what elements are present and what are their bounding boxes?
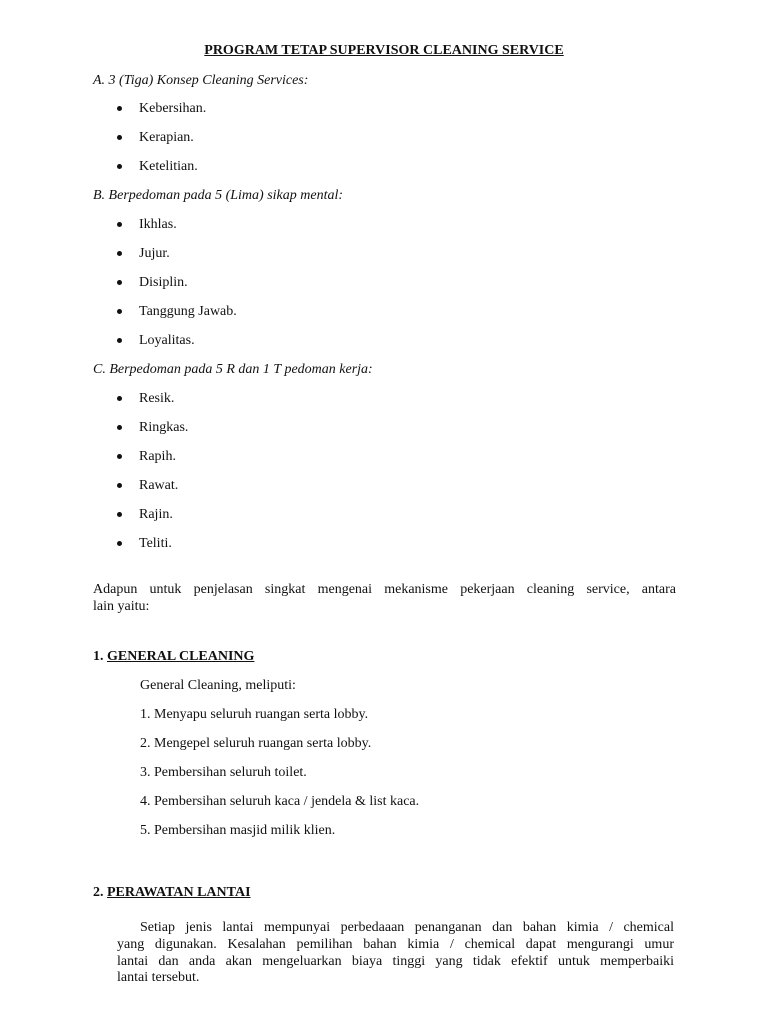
list-item: Ketelitian. — [139, 159, 198, 174]
section-title: GENERAL CLEANING — [107, 649, 255, 664]
numbered-item: 4. Pembersihan seluruh kaca / jendela & list kaca. — [140, 794, 420, 809]
numbered-item: 2. Mengepel seluruh ruangan serta lobby. — [140, 736, 372, 751]
bullet-icon — [117, 222, 122, 227]
section-heading-perawatan-lantai — [93, 886, 251, 900]
section-number: 2. — [93, 885, 104, 900]
intro-paragraph-line: Adapun untuk penjelasan singkat mengenai mekanisme pekerjaan cleaning service, antara — [93, 582, 676, 597]
numbered-item: 3. Pembersihan seluruh toilet. — [140, 765, 307, 780]
paragraph-line: yang digunakan. Kesalahan pemilihan bahan kimia / chemical dapat mengurangi umur — [117, 937, 674, 952]
paragraph-line: lantai tersebut. — [117, 970, 200, 985]
bullet-icon — [117, 541, 122, 546]
list-item: Resik. — [139, 391, 175, 406]
list-item: Rawat. — [139, 478, 179, 493]
bullet-icon — [117, 483, 122, 488]
bullet-icon — [117, 280, 122, 285]
list-item: Tanggung Jawab. — [139, 304, 237, 319]
list-item: Disiplin. — [139, 275, 188, 290]
paragraph-line: lantai dan anda akan mengeluarkan biaya tinggi yang tidak efektif untuk memperbaiki — [117, 954, 674, 969]
bullet-icon — [117, 135, 122, 140]
list-item: Rapih. — [139, 449, 176, 464]
section-number: 1. — [93, 649, 104, 664]
list-item: Loyalitas. — [139, 333, 195, 348]
bullet-icon — [117, 338, 122, 343]
bullet-icon — [117, 454, 122, 459]
list-item: Kebersihan. — [139, 101, 207, 116]
section-c-heading: C. Berpedoman pada 5 R dan 1 T pedoman kerja: — [93, 362, 373, 377]
bullet-icon — [117, 396, 122, 401]
bullet-icon — [117, 512, 122, 517]
intro-paragraph-line: lain yaitu: — [93, 599, 150, 614]
list-item: Kerapian. — [139, 130, 194, 145]
section-b-heading: B. Berpedoman pada 5 (Lima) sikap mental: — [93, 188, 344, 203]
bullet-icon — [117, 106, 122, 111]
bullet-icon — [117, 164, 122, 169]
document-title: PROGRAM TETAP SUPERVISOR CLEANING SERVICE — [204, 43, 564, 58]
section-a-heading: A. 3 (Tiga) Konsep Cleaning Services: — [93, 73, 309, 88]
list-item: Jujur. — [139, 246, 170, 261]
paragraph-line: Setiap jenis lantai mempunyai perbedaaan penanganan dan bahan kimia / chemical — [140, 920, 674, 935]
numbered-item: 1. Menyapu seluruh ruangan serta lobby. — [140, 707, 369, 722]
list-item: Rajin. — [139, 507, 173, 522]
section-heading-general-cleaning — [93, 650, 254, 664]
list-item: Teliti. — [139, 536, 172, 551]
section-title: PERAWATAN LANTAI — [107, 885, 251, 900]
list-item: Ikhlas. — [139, 217, 177, 232]
general-cleaning-subtitle: General Cleaning, meliputi: — [140, 678, 296, 693]
list-item: Ringkas. — [139, 420, 189, 435]
bullet-icon — [117, 251, 122, 256]
bullet-icon — [117, 309, 122, 314]
numbered-item: 5. Pembersihan masjid milik klien. — [140, 823, 336, 838]
bullet-icon — [117, 425, 122, 430]
